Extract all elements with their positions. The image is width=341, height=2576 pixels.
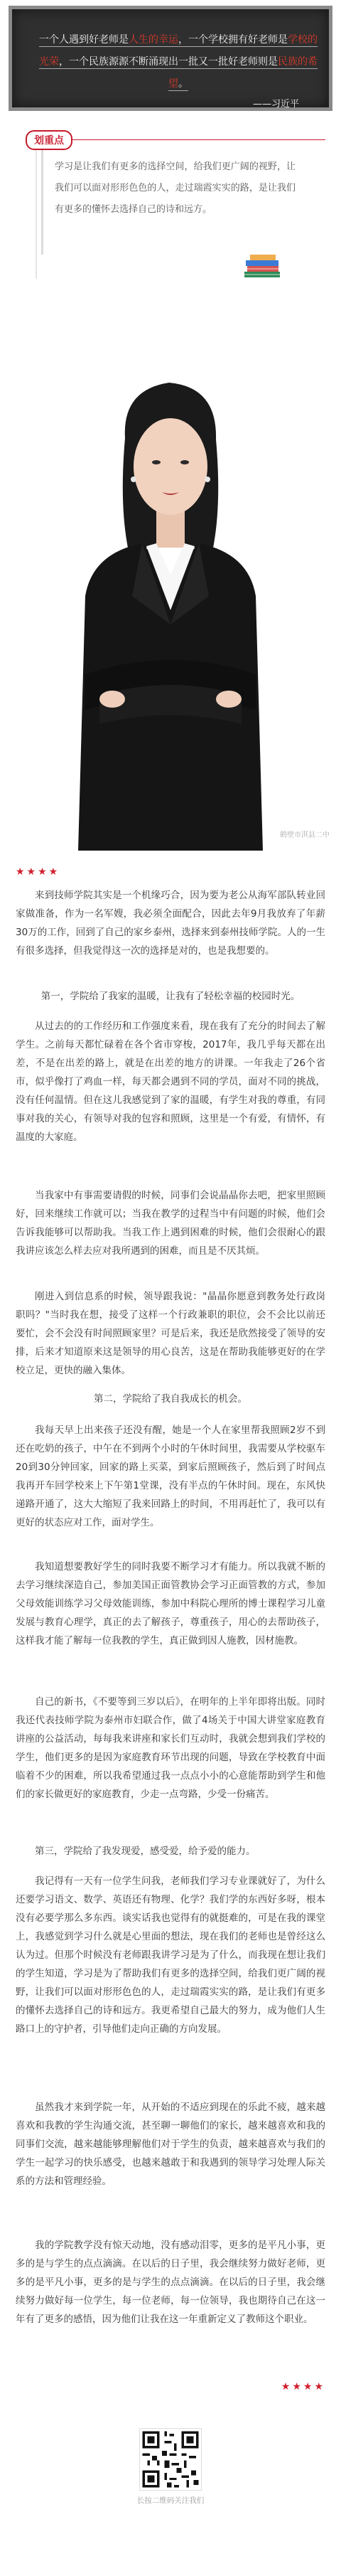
- highlight-box: [41, 148, 307, 255]
- quote-author: ——习近平: [252, 99, 299, 110]
- highlight-sidebar: [16, 139, 37, 279]
- paragraph-2: 第一，学院给了我家的温暖，让我有了轻松幸福的校园时光。: [40, 991, 301, 1002]
- quote-chalkboard: [9, 6, 332, 111]
- highlight-text: 学习是让我们有更多的选择空间，给我们更广阔的视野，让我们可以面对形形色色的人，走过瑞霞实实的路，是让我们有更多的懂怀去选择自己的诗和远方。: [55, 161, 296, 215]
- quote-part-3: ，一个民族源源不断涌现出一批又一批好老师则是: [59, 56, 278, 68]
- qr-code-icon: [140, 2429, 201, 2490]
- quote-part-2: ，一个学校拥有好老师是: [178, 34, 288, 46]
- quote-part-1: 一个人遇到好老师是: [39, 34, 129, 46]
- paragraph-11: 我记得有一天有一位学生问我，老师我们学习专业课就好了，为什么还要学习语文、数学、英语还有物理、化学？我们学的东西好多呀，根本没有必要学那么多东西。谈实话我也觉得有的就挺难的，可是在我的课堂上，我感觉到学习什么就是心里面的想法，现在我们的老师也是曾经这么认为过。但那个时候没有老师跟我讲学习是为了什么，而我现在想让我们的学生知道，学习是为了帮助我们有更多的选择空间，给我们更广阔的视野，让我们可以面对形形色色的人，走过瑞霞实实的路，是让我们有更多的懂怀去选择自己的诗和远方。我更希望自己最大的努力，成为他们人生路口上的守护者，引导他们走向正确的方向发展。: [16, 1875, 325, 2035]
- highlight-section: [16, 127, 325, 282]
- paragraph-8: 我知道想要教好学生的同时我要不断学习才有能力。所以我就不断的去学习继续深造自己，参加美国正面管教协会学习正面管教的方式，参加父母效能训练学习父母效能训练，参加中科院心理所的博士课程学习儿童发展与教育心理学，真正的去了解孩子，尊重孩子，用心的去帮助孩子，这样我才能了解每一位我教的学生，真正做到因人施教，因材施教。: [16, 1561, 325, 1646]
- paragraph-4: 当我家中有事需要请假的时候，同事们会说晶晶你去吧，把家里照顾好，回来继续工作就可以；当我在教学的过程当中有问题的时候，他们会告诉我能够可以帮助我。当我工作上遇到困难的时候，他们会很耐心的跟我讲应该怎么样去应对我所遇到的困难，而且是不厌其烦。: [16, 1190, 325, 1257]
- quote-text: [39, 29, 318, 95]
- paragraph-9: 自己的新书，《不要等到三岁以后》，在明年的上半年即将出版。同时我还代表技师学院为泰州市妇联合作，做了4场关于中国大讲堂家庭教育讲座的公益活动，每每我来讲座和家长们互动时，我就会想到我们学校的学生，他们更多的是因为家庭教育环节出现的问题，导致在学校教育中面临着不少的困难，所以我希望通过我一点点小小的心意能帮助到学生和他们的家长做更好的家庭教育，少走一点弯路，少受一份痛苦。: [16, 1696, 325, 1800]
- highlight-tab: 划重点: [26, 130, 72, 150]
- paragraph-3: 从过去的的工作经历和工作强度来看，现在我有了充分的时间去了解学生。之前每天都忙碌着在各个省市穿梭，2017年，我几乎每天都在出差，不是在出差的路上，就是在出差的地方的讲课。一年我走了26个省市，似乎像打了鸡血一样，每天都会遇到不同的学员，面对不同的挑战，没有任何温情。但在这儿我感觉到了家的温暖，有学生对我的尊重，有同事对我的关心，有领导对我的包容和照顾，这里是一个有爱，有情怀，有温度的大家庭。: [16, 1021, 325, 1143]
- highlight-rule: [37, 139, 325, 140]
- books-icon: [242, 252, 284, 280]
- paragraph-5: 刚进入到信息系的时候，领导跟我说："晶晶你愿意到教务处行政岗职吗？"当时我在想，接受了这样一个行政兼职的职位，会不会比以前还要忙，会不会没有时间照顾家里？可是后来，我还是欣然接受了领导的安排，后来才知道原来这是领导的用心良苦，这是在帮助我能够更好的在学校立足，更快的融入集体。: [16, 1291, 325, 1376]
- paragraph-13: 我的学院教学没有惊天动地，没有感动泪零，更多的是平凡小事，更多的是与学生的点点滴滴。在以后的日子里，我会继续努力做好老师，更多的是平凡小事，更多的是与学生的点点滴滴。在以后的日子里，我会继续努力做好每一位学生，每一位老师，每一位领导，我也期待自己在这一年有了更多的感悟，因为他们让我在这一年重新定义了教师这个职业。: [16, 2240, 325, 2325]
- paragraph-7: 我每天早上出来孩子还没有醒，她是一个人在家里帮我照顾2岁不到还在吃奶的孩子，中午在不到两个小时的午休时间里，我需要从学校驱车20到30分钟回家，回家的路上买菜，到家后照顾孩子，然后到了时间点我再开车回学校来上下午第1堂课，没有半点的午休时间。现在，东风快递路开通了，这大大缩短了我来回路上的时间，不用再赶忙了，我可以有更好的状态应对工作，面对学生。: [16, 1425, 325, 1528]
- paragraph-10: 第三，学院给了我发现爱，感受爱，给予爱的能力。: [35, 1846, 256, 1857]
- portrait-illustration: [0, 340, 341, 851]
- quote-highlight-3: 民族的希望: [168, 56, 318, 90]
- quote-part-4: 。: [178, 78, 188, 90]
- quote-highlight-2: 学校的光荣: [39, 34, 318, 68]
- paragraph-12: 虽然我才来到学院一年，从开始的不适应到现在的乐此不疲，越来越喜欢和我教的学生沟通交流，甚至聊一聊他们的家长，越来越喜欢和我的同事们交流，越来越能够理解他们对于学生的负责，越来越喜欢与我们的学生一起学习的快乐感受，也越来越敢于和我遇到的领导学习处理人际关系的方法和管理经验。: [16, 2102, 325, 2187]
- photo-watermark: 鹤壁市淇县二中: [280, 831, 330, 839]
- teacher-portrait-photo: [0, 340, 341, 851]
- qr-caption: 长按二维码关注我们: [136, 2496, 205, 2505]
- stars-decoration-top: ★★★★: [16, 866, 60, 878]
- quote-highlight-1: 人生的幸运: [129, 34, 178, 46]
- qr-code[interactable]: [139, 2428, 202, 2491]
- paragraph-6: 第二，学院给了我自我成长的机会。: [94, 1393, 247, 1405]
- paragraph-1: 来到技师学院其实是一个机缘巧合，因为要为老公从海军部队转业回家做准备，作为一名军嫂，我必须全面配合，因此去年9月我放弃了年薪30万的工作，回到了自己的家乡泰州，选择来到泰州技师学院。人的一生有很多选择，但我觉得这一次的选择是对的，也是我想要的。: [16, 890, 325, 957]
- stars-decoration-bottom: ★★★★: [281, 2381, 325, 2393]
